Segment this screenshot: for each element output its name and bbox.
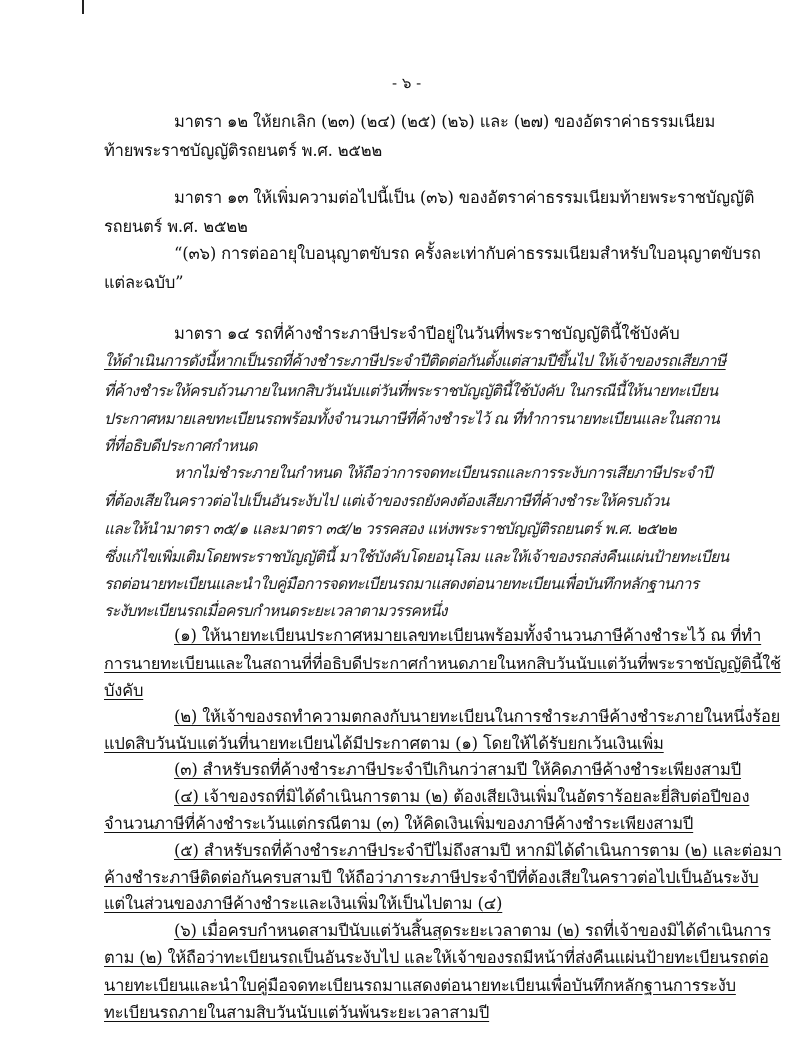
item-2-line-1: (๒) ให้เจ้าของรถทำความตกลงกับนายทะเบียนในการชำระภาษีค้างชำระภายในหนึ่งร้อย bbox=[174, 707, 781, 726]
item-5-line-2: ค้างชำระภาษีติดต่อกันครบสามปี ให้ถือว่าภาระภาษีประจำปีที่ต้องเสียในคราวต่อไปเป็นอันระงับ bbox=[104, 868, 759, 887]
section-13-line-2: รถยนตร์ พ.ศ. ๒๕๒๒ bbox=[104, 217, 248, 236]
section-13-line-1: มาตรา ๑๓ ให้เพิ่มความต่อไปนี้เป็น (๓๖) ของอัตราค่าธรรมเนียมท้ายพระราชบัญญัติ bbox=[174, 188, 755, 207]
section-14-para2-line-3: และให้นำมาตรา ๓๕/๑ และมาตรา ๓๕/๒ วรรคสอง แห่งพระราชบัญญัติรถยนตร์ พ.ศ. ๒๕๒๒ bbox=[104, 520, 677, 538]
item-1-line-1: (๑) ให้นายทะเบียนประกาศหมายเลขทะเบียนพร้อมทั้งจำนวนภาษีค้างชำระไว้ ณ ที่ทำ bbox=[174, 626, 762, 645]
page-number: - ๖ - bbox=[392, 74, 422, 92]
section-14-line-5: ที่ที่อธิบดีประกาศกำหนด bbox=[104, 437, 257, 455]
item-5-line-3: แต่ในส่วนของภาษีค้างชำระและเงินเพิ่มให้เป็นไปตาม (๔) bbox=[104, 894, 503, 913]
section-14-line-2: ให้ดำเนินการดังนี้หากเป็นรถที่ค้างชำระภาษีประจำปีติดต่อกันตั้งแต่สามปีขึ้นไป ให้เจ้าของรถเสียภาษี bbox=[104, 352, 726, 370]
section-14-para2-line-6: ระงับทะเบียนรถเมื่อครบกำหนดระยะเวลาตามวรรคหนึ่ง bbox=[104, 602, 447, 620]
item-6-line-3: นายทะเบียนและนำใบคู่มือจดทะเบียนรถมาแสดงต่อนายทะเบียนเพื่อบันทึกหลักฐานการระงับ bbox=[104, 976, 736, 995]
section-14-para2-line-2: ที่ต้องเสียในคราวต่อไปเป็นอันระงับไป แต่เจ้าของรถยังคงต้องเสียภาษีที่ค้างชำระให้ครบถ้วน bbox=[104, 492, 669, 510]
item-1-line-3: บังคับ bbox=[104, 681, 144, 700]
section-12-line-1: มาตรา ๑๒ ให้ยกเลิก (๒๓) (๒๔) (๒๕) (๒๖) และ (๒๗) ของอัตราค่าธรรมเนียม bbox=[174, 112, 716, 131]
section-14-line-4: ประกาศหมายเลขทะเบียนรถพร้อมทั้งจำนวนภาษีที่ค้างชำระไว้ ณ ที่ทำการนายทะเบียนและในสถาน bbox=[104, 410, 720, 428]
item-2-line-2: แปดสิบวันนับแต่วันที่นายทะเบียนได้มีประกาศตาม (๑) โดยให้ได้รับยกเว้นเงินเพิ่ม bbox=[104, 734, 664, 753]
section-13-quote-line-2: แต่ละฉบับ” bbox=[104, 273, 184, 292]
item-5-line-1: (๕) สำหรับรถที่ค้างชำระภาษีประจำปีไม่ถึงสามปี หากมิได้ดำเนินการตาม (๒) และต่อมา bbox=[174, 841, 782, 860]
section-14-line-1: มาตรา ๑๔ รถที่ค้างชำระภาษีประจำปีอยู่ในวันที่พระราชบัญญัตินี้ใช้บังคับ bbox=[174, 324, 680, 343]
section-14-para2-line-4: ซึ่งแก้ไขเพิ่มเติมโดยพระราชบัญญัตินี้ มาใช้บังคับโดยอนุโลม และให้เจ้าของรถส่งคืนแผ่นป้ายทะเบียน bbox=[104, 548, 729, 566]
section-14-para2-line-5: รถต่อนายทะเบียนและนำใบคู่มือการจดทะเบียนรถมาแสดงต่อนายทะเบียนเพื่อบันทึกหลักฐานการ bbox=[104, 575, 699, 593]
section-12-line-2: ท้ายพระราชบัญญัติรถยนตร์ พ.ศ. ๒๕๒๒ bbox=[104, 141, 383, 160]
item-4-line-2: จำนวนภาษีที่ค้างชำระเว้นแต่กรณีตาม (๓) ให้คิดเงินเพิ่มของภาษีค้างชำระเพียงสามปี bbox=[104, 814, 694, 833]
item-1-line-2: การนายทะเบียนและในสถานที่ที่อธิบดีประกาศกำหนดภายในหกสิบวันนับแต่วันที่พระราชบัญญัตินี้ใช้ bbox=[104, 654, 781, 673]
section-13-quote-line-1: “(๓๖) การต่ออายุใบอนุญาตขับรถ ครั้งละเท่ากับค่าธรรมเนียมสำหรับใบอนุญาตขับรถ bbox=[174, 244, 761, 263]
section-14-line-3: ที่ค้างชำระให้ครบถ้วนภายในหกสิบวันนับแต่วันที่พระราชบัญญัตินี้ใช้บังคับ ในกรณีนี้ให้นายทะเบียน bbox=[104, 382, 718, 400]
item-6-line-1: (๖) เมื่อครบกำหนดสามปีนับแต่วันสิ้นสุดระยะเวลาตาม (๒) รถที่เจ้าของมิได้ดำเนินการ bbox=[174, 921, 771, 940]
section-14-para2-line-1: หากไม่ชำระภายในกำหนด ให้ถือว่าการจดทะเบียนรถและการระงับการเสียภาษีประจำปี bbox=[174, 464, 712, 482]
scan-edge-left bbox=[82, 0, 84, 14]
item-6-line-4: ทะเบียนรถภายในสามสิบวันนับแต่วันพ้นระยะเวลาสามปี bbox=[104, 1003, 490, 1022]
item-3-line-1: (๓) สำหรับรถที่ค้างชำระภาษีประจำปีเกินกว่าสามปี ให้คิดภาษีค้างชำระเพียงสามปี bbox=[174, 760, 741, 779]
item-4-line-1: (๔) เจ้าของรถที่มิได้ดำเนินการตาม (๒) ต้องเสียเงินเพิ่มในอัตราร้อยละยี่สิบต่อปีของ bbox=[174, 787, 750, 806]
item-6-line-2: ตาม (๒) ให้ถือว่าทะเบียนรถเป็นอันระงับไป และให้เจ้าของรถมีหน้าที่ส่งคืนแผ่นป้ายทะเบียนรถต่อ bbox=[104, 948, 769, 967]
